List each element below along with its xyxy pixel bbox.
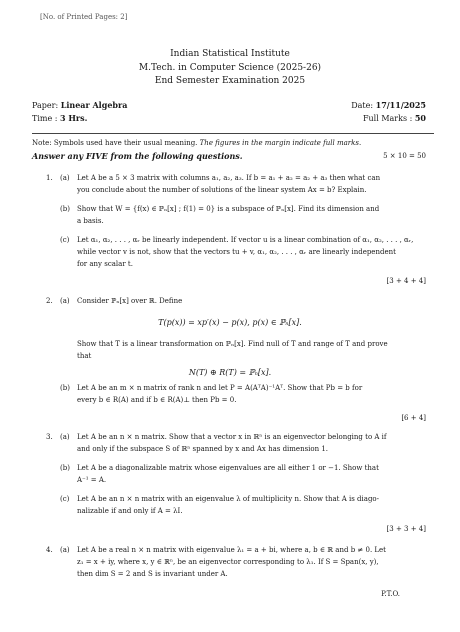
date-line	[351, 100, 426, 111]
q4a-line3: then dim S = 2 and S is invariant under A.	[77, 570, 228, 578]
q3c-line2: nalizable if and only if A = λI.	[77, 507, 183, 515]
q1-number: 1.	[46, 174, 53, 182]
q2a-equation2: N(T) ⊕ R(T) = ℙₙ[x].	[188, 368, 272, 377]
q2b-line1: Let A be an m × n matrix of rank n and let P = A(AᵀA)⁻¹Aᵀ. Show that Pb = b for	[77, 384, 363, 392]
q1a-tag: (a)	[60, 174, 70, 182]
paper-line	[32, 100, 127, 111]
marks-line	[363, 113, 426, 124]
q2-number: 2.	[46, 297, 53, 305]
q1c-line3: for any scalar t.	[77, 260, 133, 268]
q3-marks: [3 + 3 + 4]	[386, 525, 426, 533]
q3c-tag: (c)	[60, 495, 70, 503]
printed-pages-note: [No. of Printed Pages: 2]	[40, 13, 128, 21]
q4a-tag: (a)	[60, 546, 70, 554]
q3b-line1: Let A be a diagonalizable matrix whose eigenvalues are all either 1 or −1. Show that	[77, 464, 379, 472]
q1b-tag: (b)	[60, 205, 70, 213]
date-value: 17/11/2025	[375, 100, 426, 110]
q3a-line2: and only if the subspace S of ℝⁿ spanned by x and Ax has dimension 1.	[77, 445, 329, 453]
q3a-line1: Let A be an n × n matrix. Show that a vector x in ℝⁿ is an eigenvector belonging to A if	[77, 433, 387, 441]
q1b-line1: Show that W = {f(x) ∈ ℙₙ[x] ; f(1) = 0} is a subspace of ℙₙ[x]. Find its dimension and	[77, 205, 380, 213]
pto: P.T.O.	[381, 590, 400, 598]
q2-marks: [6 + 4]	[401, 414, 426, 422]
q2a-equation1: T(p(x)) = xp′(x) − p(x), p(x) ∈ ℙₙ[x].	[158, 318, 302, 327]
note-prefix: Note: Symbols used have their usual meaning.	[32, 139, 198, 147]
time-label: Time :	[32, 114, 58, 123]
program-name: M.Tech. in Computer Science (2025-26)	[138, 63, 322, 73]
q2a-tag: (a)	[60, 297, 70, 305]
q4-number: 4.	[46, 546, 53, 554]
date-label: Date:	[351, 101, 374, 110]
q3a-tag: (a)	[60, 433, 70, 441]
paper-label: Paper:	[32, 101, 59, 110]
exam-name: End Semester Examination 2025	[154, 76, 306, 86]
q4a-line1: Let A be a real n × n matrix with eigenvalue λ₁ = a + bi, where a, b ∈ ℝ and b ≠ 0. Let	[77, 546, 386, 554]
time-line	[32, 113, 87, 124]
q1c-line1: Let α₁, α₂, . . . , αᵣ be linearly independent. If vector u is a linear combination of α₁, α₂, . . . , αᵣ,	[77, 236, 414, 244]
q1a-line2: you conclude about the number of solutions of the linear system Ax = b? Explain.	[77, 186, 367, 194]
total-marks: 5 × 10 = 50	[383, 152, 426, 160]
q2b-line2: every b ∈ R(A) and if b ∈ R(A)⊥ then Pb = 0.	[77, 396, 237, 404]
q2a-line3: that	[77, 352, 92, 360]
q2a-line2: Show that T is a linear transformation on ℙₙ[x]. Find null of T and range of T and prove	[77, 340, 388, 348]
q3b-tag: (b)	[60, 464, 70, 472]
q1c-line2: while vector v is not, show that the vectors tu + v, α₁, α₂, . . . , αᵣ are linearly independent	[77, 248, 396, 256]
instruction: Answer any FIVE from the following questions.	[32, 151, 243, 161]
q2b-tag: (b)	[60, 384, 70, 392]
paper-value: Linear Algebra	[60, 100, 128, 110]
institute-name: Indian Statistical Institute	[170, 49, 290, 59]
q2a-line1: Consider ℙₙ[x] over ℝ. Define	[77, 297, 183, 305]
q1b-line2: a basis.	[77, 217, 104, 225]
q3-number: 3.	[46, 433, 53, 441]
q1c-tag: (c)	[60, 236, 70, 244]
q3b-line2: A⁻¹ = A.	[77, 476, 107, 484]
q3c-line1: Let A be an n × n matrix with an eigenvalue λ of multiplicity n. Show that A is diago-	[77, 495, 379, 503]
header-rule	[32, 133, 434, 134]
q1-marks: [3 + 4 + 4]	[386, 277, 426, 285]
marks-label: Full Marks :	[362, 114, 413, 123]
q1a-line1: Let A be a 5 × 3 matrix with columns a₁, a₂, a₃. If b = a₁ + a₂ = a₂ + a₃ then what can	[77, 174, 381, 182]
note-line	[32, 139, 361, 148]
note-italic: The figures in the margin indicate full marks.	[199, 139, 362, 147]
q4a-line2: z₁ = x + iy, where x, y ∈ ℝⁿ, be an eigenvector corresponding to λ₁. If S = Span(x, y),	[77, 558, 379, 566]
time-value: 3 Hrs.	[60, 113, 88, 123]
marks-value: 50	[414, 113, 426, 123]
